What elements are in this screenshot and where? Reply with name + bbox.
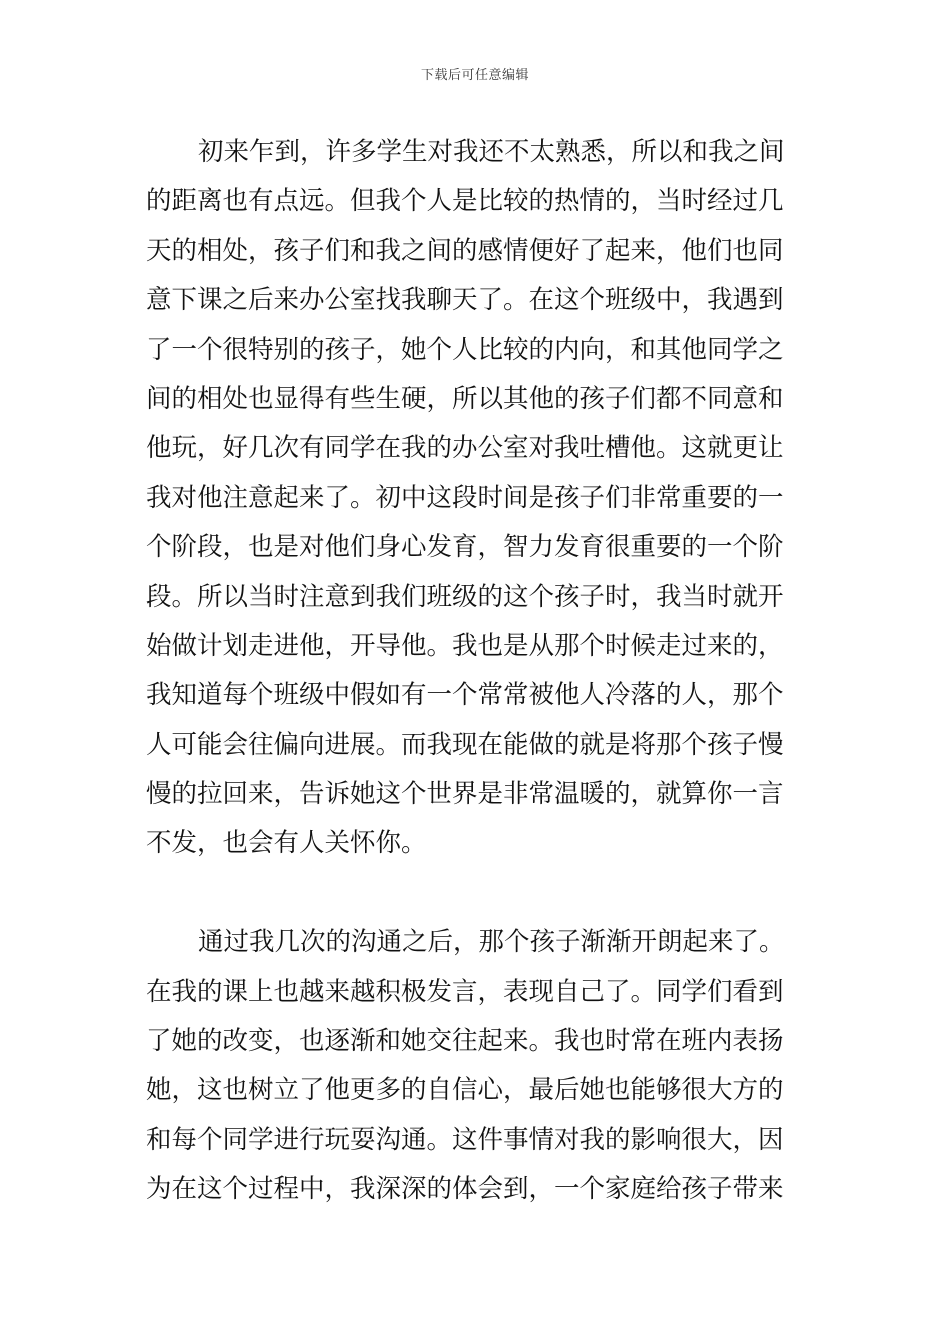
text-line: 段。所以当时注意到我们班级的这个孩子时，我当时就开 xyxy=(146,581,784,612)
text-line: 了她的改变，也逐渐和她交往起来。我也时常在班内表扬 xyxy=(146,1026,784,1057)
text-line: 初来乍到，许多学生对我还不太熟悉，所以和我之间 xyxy=(198,137,785,167)
text-line: 通过我几次的沟通之后，那个孩子渐渐开朗起来了。 xyxy=(198,927,785,958)
text-line: 人可能会往偏向进展。而我现在能做的就是将那个孩子慢 xyxy=(146,729,784,760)
text-line: 个阶段，也是对他们身心发育，智力发育很重要的一个阶 xyxy=(146,532,784,563)
text-line: 慢的拉回来，告诉她这个世界是非常温暖的，就算你一言 xyxy=(146,779,784,810)
text-line: 在我的课上也越来越积极发言，表现自己了。同学们看到 xyxy=(146,976,784,1007)
header-note: 下载后可任意编辑 xyxy=(420,68,529,83)
text-line: 天的相处，孩子们和我之间的感情便好了起来，他们也同 xyxy=(146,235,784,266)
paragraph-2 xyxy=(146,918,810,1214)
text-line: 他玩，好几次有同学在我的办公室对我吐槽他。这就更让 xyxy=(146,433,784,464)
text-line: 我知道每个班级中假如有一个常常被他人冷落的人，那个 xyxy=(146,680,784,711)
text-line: 和每个同学进行玩耍沟通。这件事情对我的影响很大，因 xyxy=(146,1124,784,1155)
text-line: 始做计划走进他，开导他。我也是从那个时候走过来的， xyxy=(146,630,784,661)
text-line: 不发，也会有人关怀你。 xyxy=(146,828,427,859)
text-line: 了一个很特别的孩子，她个人比较的内向，和其他同学之 xyxy=(146,334,784,365)
text-line: 意下课之后来办公室找我聊天了。在这个班级中，我遇到 xyxy=(146,285,784,316)
text-line: 为在这个过程中，我深深的体会到，一个家庭给孩子带来 xyxy=(146,1174,784,1205)
text-line: 间的相处也显得有些生硬，所以其他的孩子们都不同意和 xyxy=(146,383,784,414)
text-line: 的距离也有点远。但我个人是比较的热情的，当时经过几 xyxy=(146,186,784,217)
document-body xyxy=(146,128,810,1215)
text-line: 我对他注意起来了。初中这段时间是孩子们非常重要的一 xyxy=(146,482,784,513)
paragraph-1 xyxy=(146,128,810,869)
text-line: 她，这也树立了他更多的自信心，最后她也能够很大方的 xyxy=(146,1075,784,1106)
paragraph-spacer xyxy=(146,869,810,918)
